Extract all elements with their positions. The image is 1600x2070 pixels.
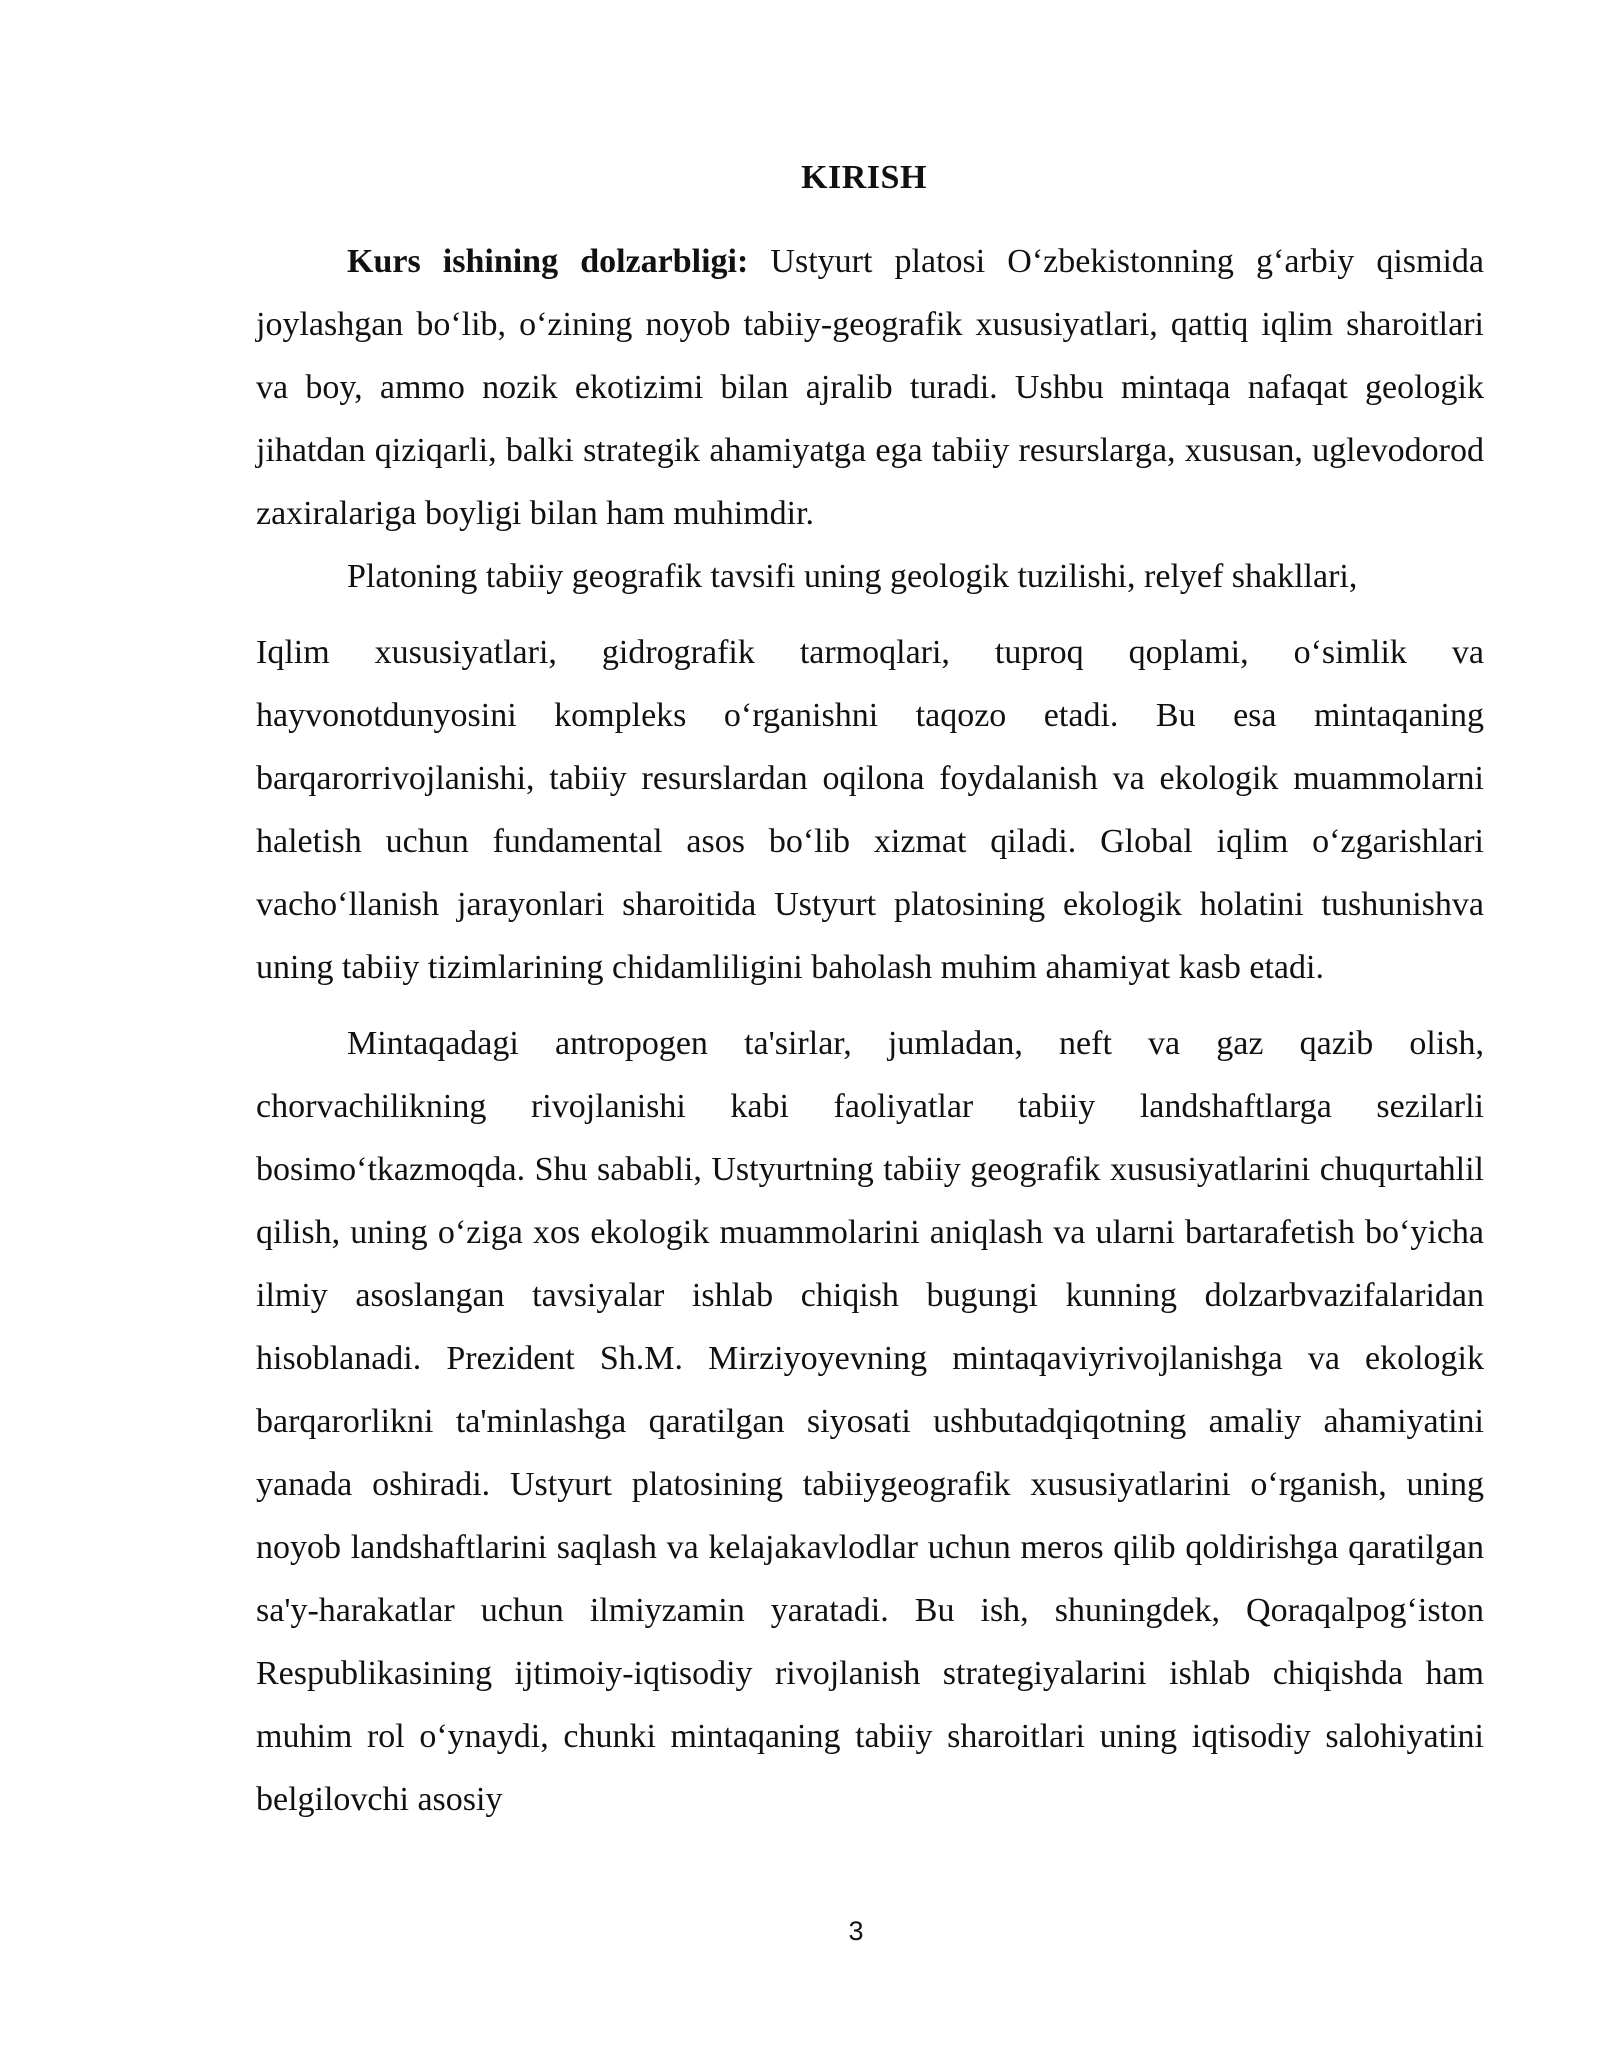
paragraph-text: Ustyurt platosi O‘zbekistonning g‘arbiy qismida joylashgan bo‘lib, o‘zining noyob tabiiy-geografik xususiyatlari, qattiq iqlim sharoitlari va boy, ammo nozik ekotizimi bilan ajralib turadi. Ushbu mintaqa nafaqat geologik jihatdan qiziqarli, balki strategik ahamiyatga ega tabiiy resurslarga, xususan, uglevodorod zaxiralariga boyligi bilan ham muhimdir. (256, 243, 1484, 532)
paragraph-plato-description: Platoning tabiiy geografik tavsifi uning geologik tuzilishi, relyef shakllari, (347, 558, 1358, 595)
paragraph-anthropogenic: Mintaqadagi antropogen ta'sirlar, jumladan, neft va gaz qazib olish, chorvachilikning rivojlanishi kabi faoliyatlar tabiiy landshaftlarga sezilarli bosimo‘tkazmoqda. Shu sababli, Ustyurtning tabiiy geografik xususiyatlarini chuqurtahlil qilish, uning o‘ziga xos ekologik muammolarini aniqlash va ularni bartarafetish bo‘yicha ilmiy asoslangan tavsiyalar ishlab chiqish bugungi kunning dolzarbvazifalaridan hisoblanadi. Prezident Sh.M. Mirziyoyevning mintaqaviyrivojlanishga va ekologik barqarorlikni ta'minlashga qaratilgan siyosati ushbutadqiqotning amaliy ahamiyatini yanada oshiradi. Ustyurt platosining tabiiygeografik xususiyatlarini o‘rganish, uning noyob landshaftlarini saqlash va kelajakavlodlar uchun meros qilib qoldirishga qaratilgan sa'y-harakatlar uchun ilmiyzamin yaratadi. Bu ish, shuningdek, Qoraqalpog‘iston Respublikasining ijtimoiy-iqtisodiy rivojlanish strategiyalarini ishlab chiqishda ham muhim rol o‘ynaydi, chunki mintaqaning tabiiy sharoitlari uning iqtisodiy salohiyatini belgilovchi asosiy (256, 1025, 1484, 1818)
section-heading: KIRISH (801, 159, 927, 196)
page-number: 3 (848, 1916, 864, 1946)
paragraph-lead: Kurs ishining dolzarbligi: (347, 243, 749, 280)
paragraph-climate: Iqlim xususiyatlari, gidrografik tarmoqlari, tuproq qoplami, o‘simlik va hayvonotdunyosini kompleks o‘rganishni taqozo etadi. Bu esa mintaqaning barqarorrivojlanishi, tabiiy resurslardan oqilona foydalanish va ekologik muammolarni haletish uchun fundamental asos bo‘lib xizmat qiladi. Global iqlim o‘zgarishlari vacho‘llanish jarayonlari sharoitida Ustyurt platosining ekologik holatini tushunishva uning tabiiy tizimlarining chidamliligini baholash muhim ahamiyat kasb etadi. (256, 634, 1484, 986)
document-body (256, 230, 1484, 1831)
paragraph-relevance (256, 230, 1484, 545)
